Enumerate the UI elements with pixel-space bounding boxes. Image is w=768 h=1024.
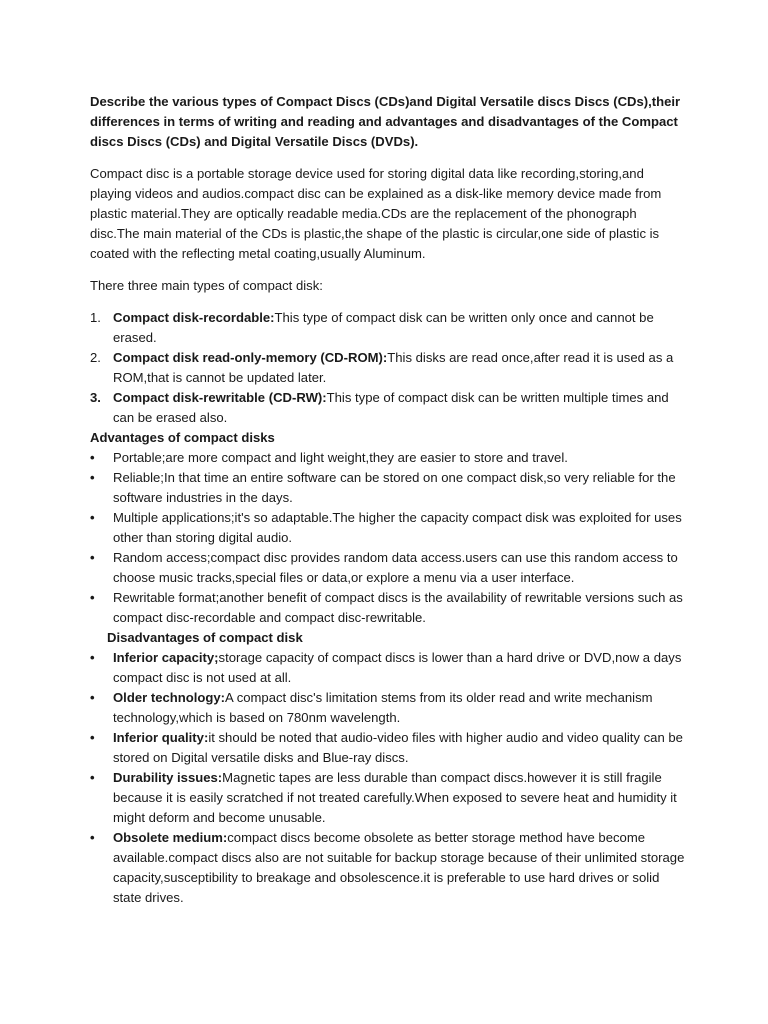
advantage-text: Portable;are more compact and light weight,they are easier to store and travel. <box>113 450 568 465</box>
list-number: 3. <box>90 390 101 405</box>
disadvantages-list <box>90 648 688 908</box>
bullet-icon: • <box>90 550 95 565</box>
disadvantage-term: Inferior capacity; <box>113 650 219 665</box>
type-description: This type of compact disk can be written multiple times and can be erased also. <box>113 390 669 425</box>
list-item <box>90 388 688 428</box>
bullet-icon: • <box>90 830 95 845</box>
advantages-heading: Advantages of compact disks <box>90 430 275 445</box>
advantage-text: Random access;compact disc provides random data access.users can use this random access to choose music tracks,special files or data,or explore a menu via a user interface. <box>113 550 678 585</box>
question-heading: Describe the various types of Compact Discs (CDs)and Digital Versatile discs Discs (CDs),their differences in terms of writing and reading and advantages and disadvantages of the Compact discs Discs (CDs) and Digital Versatile Discs (DVDs). <box>90 94 681 149</box>
bullet-icon: • <box>90 690 95 705</box>
advantage-text: Reliable;In that time an entire software can be stored on one compact disk,so very reliable for the software industries in the days. <box>113 470 676 505</box>
disadvantage-term: Older technology: <box>113 690 226 705</box>
type-term: Compact disk-rewritable (CD-RW): <box>113 390 327 405</box>
list-item <box>90 648 688 688</box>
bullet-icon: • <box>90 730 95 745</box>
disadvantage-term: Inferior quality: <box>113 730 209 745</box>
list-item <box>90 348 688 388</box>
list-item <box>90 548 688 588</box>
list-number: 2. <box>90 350 101 365</box>
disadvantages-heading: Disadvantages of compact disk <box>107 630 303 645</box>
intro-paragraph: Compact disc is a portable storage device used for storing digital data like recording,storing,and playing videos and audios.compact disc can be explained as a disk-like memory device made from plastic material.They are optically readable media.CDs are the replacement of the phonograph disc.The main material of the CDs is plastic,the shape of the plastic is circular,one side of plastic is coated with the reflecting metal coating,usually Aluminum. <box>90 166 662 261</box>
list-number: 1. <box>90 310 101 325</box>
bullet-icon: • <box>90 590 95 605</box>
disadvantage-term: Obsolete medium: <box>113 830 228 845</box>
list-item <box>90 448 688 468</box>
list-item <box>90 688 688 728</box>
bullet-icon: • <box>90 450 95 465</box>
type-term: Compact disk read-only-memory (CD-ROM): <box>113 350 388 365</box>
advantages-list <box>90 448 688 628</box>
type-description: This type of compact disk can be written only once and cannot be erased. <box>113 310 654 345</box>
bullet-icon: • <box>90 650 95 665</box>
list-item <box>90 508 688 548</box>
disadvantage-text: storage capacity of compact discs is lower than a hard drive or DVD,now a days compact disc is not used at all. <box>113 650 682 685</box>
list-item <box>90 728 688 768</box>
list-item <box>90 768 688 828</box>
disadvantage-text: compact discs become obsolete as better storage method have become available.compact discs also are not suitable for backup storage because of their unlimited storage capacity,susceptibility to breakage and obsolescence.it is preferable to use hard drives or solid state drives. <box>113 830 685 905</box>
list-item <box>90 308 688 348</box>
disadvantage-term: Durability issues: <box>113 770 223 785</box>
type-description: This disks are read once,after read it is used as a ROM,that is cannot be updated later. <box>113 350 674 385</box>
advantage-text: Rewritable format;another benefit of compact discs is the availability of rewritable versions such as compact disc-recordable and compact disc-rewritable. <box>113 590 683 625</box>
bullet-icon: • <box>90 770 95 785</box>
bullet-icon: • <box>90 510 95 525</box>
list-item <box>90 468 688 508</box>
types-intro: There three main types of compact disk: <box>90 278 323 293</box>
list-item <box>90 828 688 908</box>
disadvantage-text: A compact disc's limitation stems from its older read and write mechanism technology,which is based on 780nm wavelength. <box>113 690 653 725</box>
bullet-icon: • <box>90 470 95 485</box>
advantage-text: Multiple applications;it's so adaptable.The higher the capacity compact disk was exploited for uses other than storing digital audio. <box>113 510 682 545</box>
disadvantage-text: it should be noted that audio-video files with higher audio and video quality can be stored on Digital versatile disks and Blue-ray discs. <box>113 730 683 765</box>
type-term: Compact disk-recordable: <box>113 310 275 325</box>
list-item <box>90 588 688 628</box>
types-list <box>90 308 688 428</box>
disadvantage-text: Magnetic tapes are less durable than compact discs.however it is still fragile because it is easily scratched if not treated carefully.When exposed to severe heat and humidity it might deform and become unusable. <box>113 770 677 825</box>
